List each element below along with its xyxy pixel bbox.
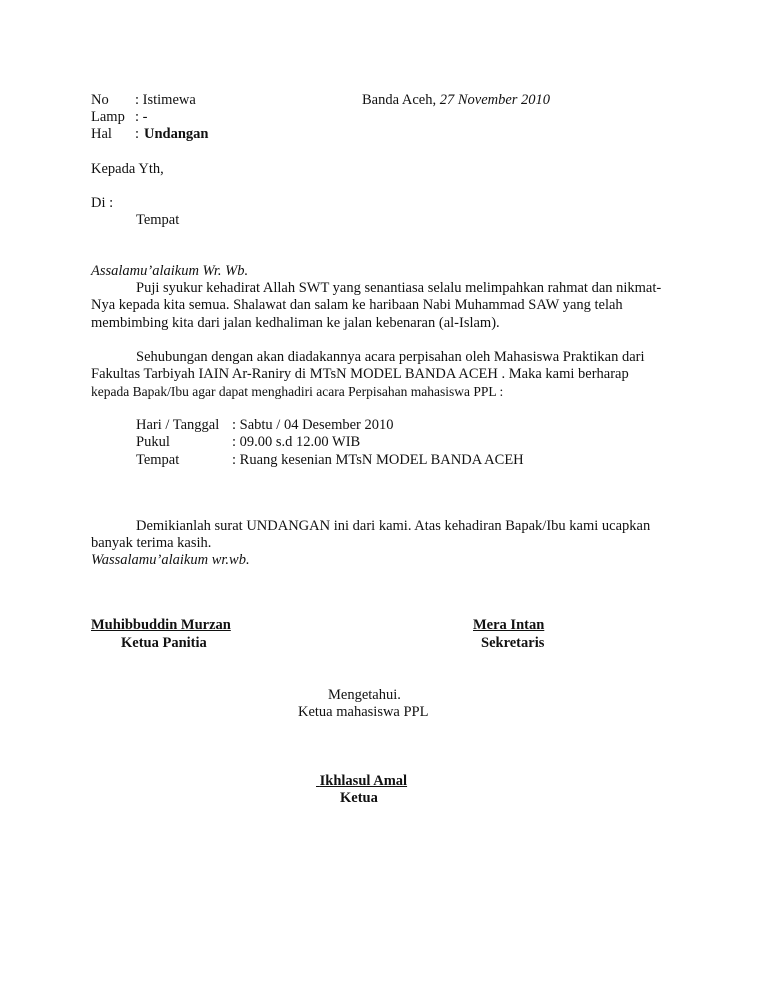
- greeting: Assalamu’alaikum Wr. Wb.: [91, 263, 249, 279]
- place: Banda Aceh,: [362, 92, 437, 108]
- paragraph-1-line-3: membimbing kita dari jalan kedhaliman ke jalan kebenaran (al-Islam).: [91, 315, 500, 331]
- event-time-label: Pukul: [136, 434, 170, 450]
- lamp-label: Lamp: [91, 109, 125, 125]
- lamp-value: : -: [135, 109, 148, 125]
- place-date: [362, 91, 550, 109]
- acknowledgement-line-2: Ketua mahasiswa PPL: [298, 704, 429, 720]
- closing-line-2: banyak terima kasih.: [91, 535, 212, 551]
- event-time-value: : 09.00 s.d 12.00 WIB: [232, 434, 361, 450]
- hal-value: Undangan: [144, 126, 209, 142]
- paragraph-1-line-1: Puji syukur kehadirat Allah SWT yang senantiasa selalu melimpahkan rahmat dan nikmat-: [136, 280, 662, 296]
- event-place-value: : Ruang kesenian MTsN MODEL BANDA ACEH: [232, 452, 524, 468]
- letter-date: 27 November 2010: [439, 92, 551, 108]
- left-signer-name: Muhibbuddin Murzan: [91, 617, 231, 633]
- no-label: No: [91, 92, 109, 108]
- left-signer-role: Ketua Panitia: [121, 635, 207, 651]
- recipient-line-3: Tempat: [136, 212, 180, 228]
- acknowledgement-line-1: Mengetahui.: [328, 687, 401, 703]
- recipient-line-2: Di :: [91, 195, 114, 211]
- paragraph-2-line-1: Sehubungan dengan akan diadakannya acara perpisahan oleh Mahasiswa Praktikan dari: [136, 349, 645, 365]
- right-signer-name: Mera Intan: [473, 617, 545, 633]
- bottom-signer-name: Ikhlasul Amal: [319, 773, 408, 789]
- no-value: : Istimewa: [135, 92, 196, 108]
- paragraph-1-line-2: Nya kepada kita semua. Shalawat dan salam ke haribaan Nabi Muhammad SAW yang telah: [91, 297, 623, 313]
- hal-label: Hal: [91, 126, 112, 142]
- event-place-label: Tempat: [136, 452, 180, 468]
- bottom-signer-role: Ketua: [340, 790, 378, 806]
- paragraph-2-line-2: Fakultas Tarbiyah IAIN Ar-Raniry di MTsN MODEL BANDA ACEH . Maka kami berharap: [91, 366, 629, 382]
- recipient-line-1: Kepada Yth,: [91, 161, 164, 177]
- hal-colon: :: [135, 126, 140, 142]
- closing-salam: Wassalamu’alaikum wr.wb.: [91, 552, 250, 568]
- event-date-label: Hari / Tanggal: [136, 417, 220, 433]
- event-date-value: : Sabtu / 04 Desember 2010: [232, 417, 394, 433]
- paragraph-2-line-3: kepada Bapak/Ibu agar dapat menghadiri acara Perpisahan mahasiswa PPL :: [91, 384, 504, 399]
- closing-line-1: Demikianlah surat UNDANGAN ini dari kami. Atas kehadiran Bapak/Ibu kami ucapkan: [136, 518, 651, 534]
- right-signer-role: Sekretaris: [481, 635, 545, 651]
